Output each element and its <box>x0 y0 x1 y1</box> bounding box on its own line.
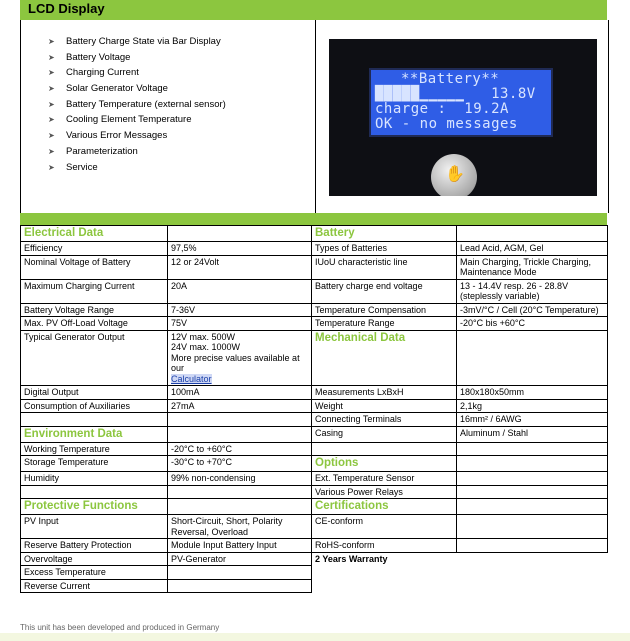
feature-item: ➤ Parameterization <box>48 144 226 160</box>
spec-label: Reverse Current <box>21 579 168 593</box>
option-item: Various Power Relays <box>312 485 457 499</box>
footer-strip <box>0 633 630 641</box>
arrow-icon: ➤ <box>48 37 55 46</box>
certifications-title: Certifications <box>312 499 457 515</box>
spec-value: 180x180x50mm <box>457 386 608 400</box>
arrow-icon: ➤ <box>48 52 55 62</box>
section-title: LCD Display <box>28 1 105 16</box>
lcd-line-2: █████▁▁▁▁▁ 13.8V <box>375 86 536 102</box>
certification-item: RoHS-conform <box>312 539 457 553</box>
spec-value: 100mA <box>168 386 312 400</box>
spec-value <box>168 566 312 580</box>
table-row <box>21 413 608 427</box>
spec-label: Measurements LxBxH <box>312 386 457 400</box>
spec-label: Humidity <box>21 472 168 486</box>
arrow-icon: ➤ <box>48 68 55 78</box>
spec-label: Digital Output <box>21 386 168 400</box>
table-row <box>21 303 608 317</box>
spec-value: 12V max. 500W 24V max. 1000W More precise values available at our Calculator <box>168 330 312 386</box>
footer-note: This unit has been developed and produced in Germany <box>20 623 220 632</box>
feature-item: ➤ Battery Charge State via Bar Display <box>48 34 226 50</box>
feature-item: ➤ Cooling Element Temperature <box>48 112 226 128</box>
warranty-text: 2 Years Warranty <box>315 553 388 564</box>
table-row <box>21 499 608 515</box>
spec-value: 7-36V <box>168 303 312 317</box>
spec-value <box>168 579 312 593</box>
spec-label: Working Temperature <box>21 442 168 456</box>
spec-label: Storage Temperature <box>21 456 168 472</box>
feature-item: ➤ Battery Voltage <box>48 50 226 66</box>
table-row <box>21 579 608 593</box>
mechanical-title: Mechanical Data <box>312 330 457 386</box>
options-title: Options <box>312 456 457 472</box>
spec-label: Typical Generator Output <box>21 330 168 386</box>
lcd-display-photo <box>329 39 597 196</box>
spec-label: Temperature Range <box>312 317 457 331</box>
environment-title: Environment Data <box>21 426 168 442</box>
section-divider-strip <box>20 213 607 225</box>
feature-item: ➤ Charging Current <box>48 65 226 81</box>
spec-label: Nominal Voltage of Battery <box>21 255 168 279</box>
table-row <box>21 552 608 566</box>
feature-item: ➤ Solar Generator Voltage <box>48 81 226 97</box>
option-item: Ext. Temperature Sensor <box>312 472 457 486</box>
spec-value: -20°C bis +60°C <box>457 317 608 331</box>
hand-icon: ✋ <box>445 166 465 183</box>
spec-value: 12 or 24Volt <box>168 255 312 279</box>
table-row <box>21 330 608 386</box>
spec-label: Temperature Compensation <box>312 303 457 317</box>
protective-title: Protective Functions <box>21 499 168 515</box>
table-row <box>21 566 608 580</box>
spec-value: 20A <box>168 279 312 303</box>
table-row <box>21 317 608 331</box>
spec-label: Connecting Terminals <box>312 413 457 427</box>
spec-label: Overvoltage <box>21 552 168 566</box>
table-row <box>21 255 608 279</box>
certification-item: CE-conform <box>312 515 457 539</box>
battery-title: Battery <box>312 226 457 242</box>
spec-value: Aluminum / Stahl <box>457 426 608 442</box>
lcd-screen <box>369 68 553 137</box>
table-row <box>21 472 608 486</box>
spec-value: 16mm² / 6AWG <box>457 413 608 427</box>
section-header-bar <box>20 0 607 20</box>
spec-value: Module Input Battery Input <box>168 539 312 553</box>
lcd-line-3: charge : 19.2A <box>375 101 509 117</box>
lcd-features-panel <box>20 20 609 213</box>
spec-label: Excess Temperature <box>21 566 168 580</box>
spec-label: Maximum Charging Current <box>21 279 168 303</box>
calculator-link[interactable]: Calculator <box>171 373 212 384</box>
spec-value: 27mA <box>168 399 312 413</box>
table-row <box>21 226 608 242</box>
table-row <box>21 442 608 456</box>
arrow-icon: ➤ <box>48 131 55 141</box>
spec-value: 99% non-condensing <box>168 472 312 486</box>
spec-label: IUoU characteristic line <box>312 255 457 279</box>
spec-label: Types of Batteries <box>312 242 457 256</box>
table-row <box>21 456 608 472</box>
feature-item: ➤ Battery Temperature (external sensor) <box>48 97 226 113</box>
spec-value: Short-Circuit, Short, Polarity Reversal, Overload <box>168 515 312 539</box>
panel-divider <box>315 20 316 213</box>
spec-value: PV-Generator <box>168 552 312 566</box>
spec-value: -20°C to +60°C <box>168 442 312 456</box>
spec-label: Battery Voltage Range <box>21 303 168 317</box>
table-row <box>21 399 608 413</box>
spec-value: 97,5% <box>168 242 312 256</box>
table-row <box>21 386 608 400</box>
arrow-icon: ➤ <box>48 84 55 94</box>
table-row <box>21 539 608 553</box>
arrow-icon: ➤ <box>48 115 55 125</box>
spec-label: Efficiency <box>21 242 168 256</box>
spec-label: Consumption of Auxiliaries <box>21 399 168 413</box>
lcd-line-1: **Battery** <box>401 71 500 87</box>
arrow-icon: ➤ <box>48 99 55 109</box>
feature-item: ➤ Service <box>48 160 226 176</box>
spec-label: Reserve Battery Protection <box>21 539 168 553</box>
arrow-icon: ➤ <box>48 162 55 172</box>
spec-value: -3mV/°C / Cell (20°C Temperature) <box>457 303 608 317</box>
table-row <box>21 515 608 539</box>
table-row <box>21 426 608 442</box>
specifications-table <box>20 225 608 593</box>
control-knob <box>431 154 477 196</box>
spec-label: Battery charge end voltage <box>312 279 457 303</box>
lcd-line-4: OK - no messages <box>375 116 518 132</box>
feature-item: ➤ Various Error Messages <box>48 128 226 144</box>
spec-value: 13 - 14.4V resp. 26 - 28.8V (steplessly variable) <box>457 279 608 303</box>
spec-label: Weight <box>312 399 457 413</box>
electrical-title: Electrical Data <box>21 226 168 242</box>
table-row <box>21 485 608 499</box>
spec-value: -30°C to +70°C <box>168 456 312 472</box>
arrow-icon: ➤ <box>48 146 55 156</box>
feature-list <box>48 34 226 175</box>
spec-label: Casing <box>312 426 457 442</box>
spec-label: Max. PV Off-Load Voltage <box>21 317 168 331</box>
spec-value: Main Charging, Trickle Charging, Maintenance Mode <box>457 255 608 279</box>
table-row <box>21 279 608 303</box>
spec-value: 75V <box>168 317 312 331</box>
spec-value: 2,1kg <box>457 399 608 413</box>
spec-label: PV Input <box>21 515 168 539</box>
spec-value: Lead Acid, AGM, Gel <box>457 242 608 256</box>
table-row <box>21 242 608 256</box>
